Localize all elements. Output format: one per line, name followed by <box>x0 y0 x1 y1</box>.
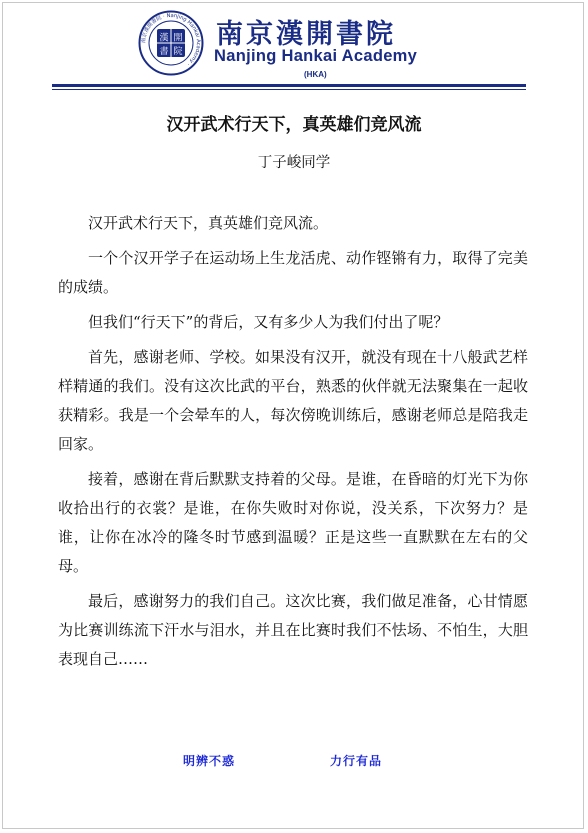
svg-text:院: 院 <box>173 47 183 57</box>
article-author: 丁子峻同学 <box>257 155 331 171</box>
academy-name-chinese: 南京漢開書院 <box>216 19 396 50</box>
svg-text:漢: 漢 <box>159 33 169 44</box>
article-body <box>58 209 528 680</box>
svg-text:南京漢開書院 · Nanjing Hankai Academ: 南京漢開書院 · Nanjing Hankai Academy · <box>140 12 202 67</box>
article-paragraph: 接着，感谢在背后默默支持着的父母。是谁，在昏暗的灯光下为你收拾出行的衣裳？是谁，在你失败时对你说，没关系，下次努力？是谁，让你在冰冷的隆冬时节感到温暖？正是这些一直默默在左右的父母。 <box>58 470 528 575</box>
footer-motto-left: 明辨不惑 <box>183 754 236 768</box>
article-paragraph: 一个个汉开学子在运动场上生龙活虎、动作铿锵有力，取得了完美的成绩。 <box>58 249 528 296</box>
article-paragraph: 但我们“行天下”的背后，又有多少人为我们付出了呢？ <box>88 313 449 331</box>
header-rule-thick <box>52 84 526 87</box>
academy-name-english: Nanjing Hankai Academy <box>214 47 418 65</box>
footer-motto-right: 力行有品 <box>330 754 383 768</box>
article-paragraph: 最后，感谢努力的我们自己。这次比赛，我们做足准备，心甘情愿为比赛训练流下汗水与泪水，并且在比赛时我们不怯场、不怕生，大胆表现自己…… <box>58 592 528 668</box>
header-rule-thin <box>52 89 526 90</box>
article-paragraph: 首先，感谢老师、学校。如果没有汉开，就没有现在十八般武艺样样精通的我们。没有这次比武的平台，熟悉的伙伴就无法聚集在一起收获精彩。我是一个会晕车的人，每次傍晚训练后，感谢老师总是陪我走回家。 <box>58 348 528 453</box>
academy-abbreviation: (HKA) <box>304 70 327 79</box>
article-title: 汉开武术行天下，真英雄们竞风流 <box>166 115 422 135</box>
letterhead <box>0 0 588 95</box>
academy-seal-logo <box>138 10 204 76</box>
svg-text:開: 開 <box>173 33 183 44</box>
svg-text:書: 書 <box>159 47 169 57</box>
article-paragraph: 汉开武术行天下，真英雄们竞风流。 <box>88 214 329 232</box>
